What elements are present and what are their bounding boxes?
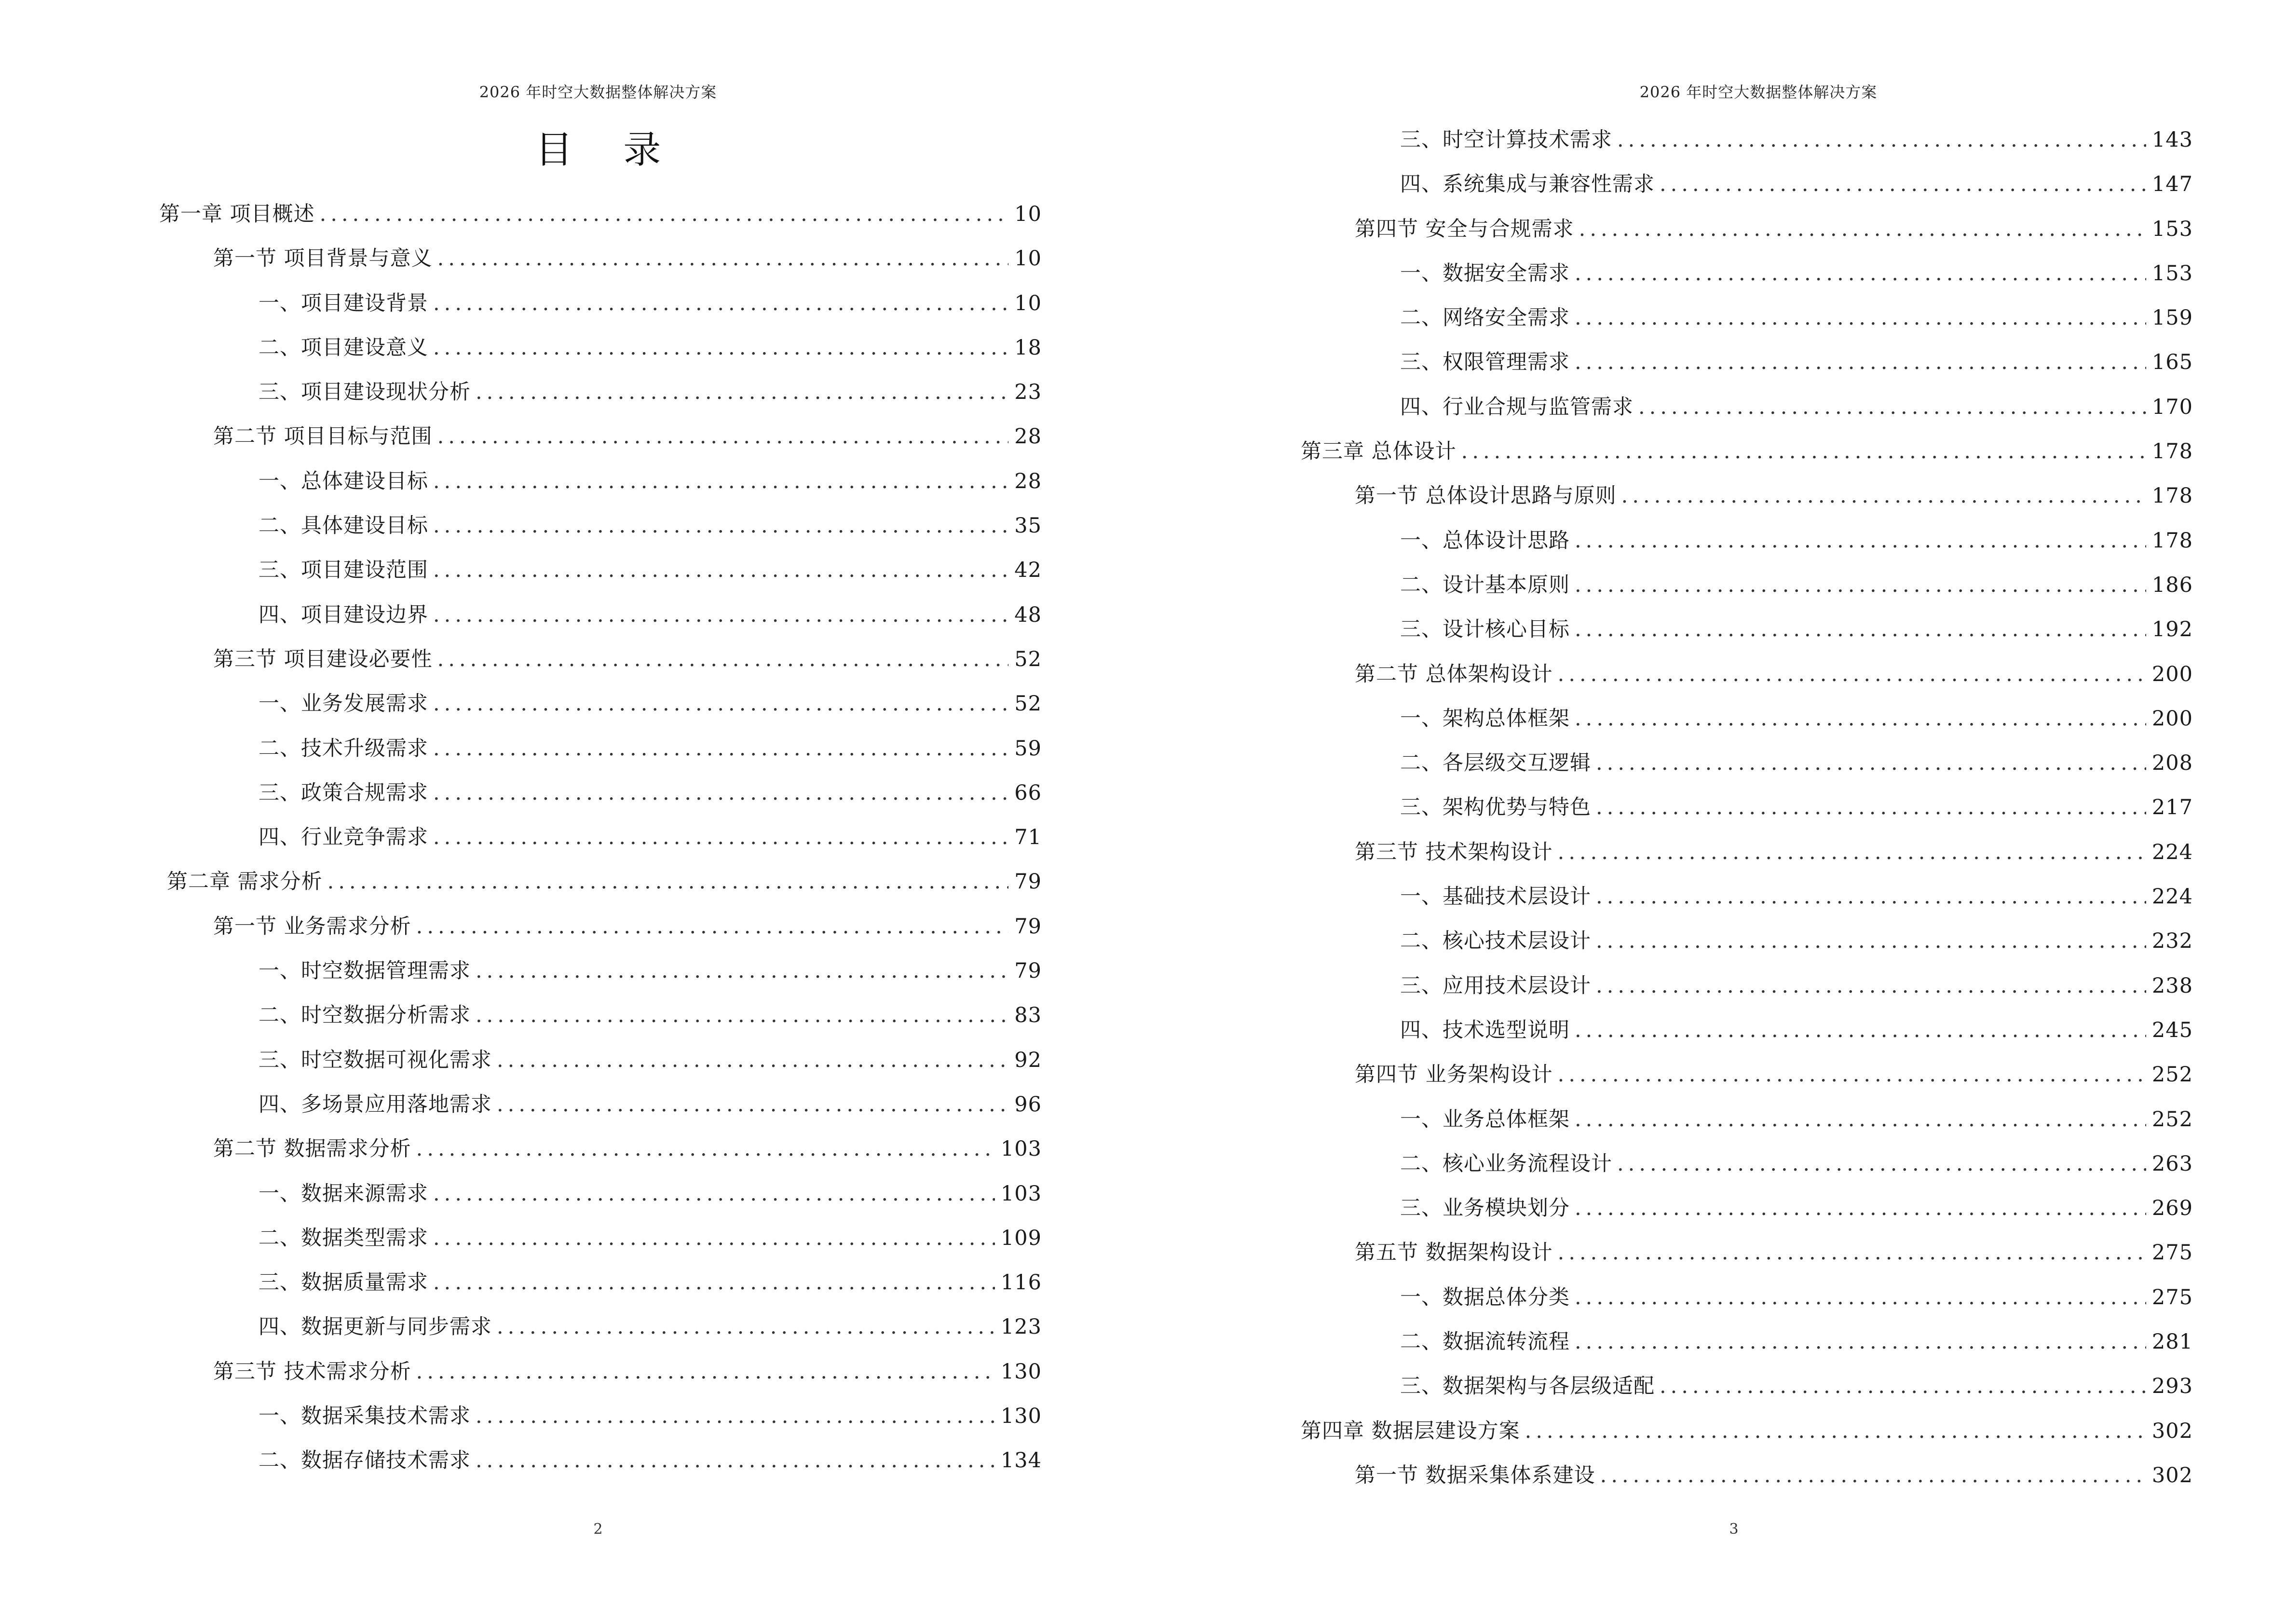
toc-entry-title: 四、数据更新与同步需求 <box>259 1315 492 1339</box>
toc-entry-page-number: 192 <box>2151 617 2193 642</box>
toc-entry-page-number: 83 <box>1014 1003 1042 1028</box>
toc-section-entry[interactable] <box>1301 1052 2193 1097</box>
toc-entry-title: 第三章 总体设计 <box>1301 439 1457 464</box>
toc-subsection-entry[interactable] <box>159 682 1042 726</box>
toc-subsection-entry[interactable] <box>159 726 1042 771</box>
toc-subsection-entry[interactable] <box>159 771 1042 815</box>
toc-entry-title: 三、数据架构与各层级适配 <box>1400 1374 1655 1399</box>
toc-entry-title: 二、设计基本原则 <box>1400 573 1570 597</box>
toc-entry-page-number: 178 <box>2151 528 2193 553</box>
toc-entry-title: 二、数据流转流程 <box>1400 1330 1570 1354</box>
toc-entry-title: 第四章 数据层建设方案 <box>1301 1419 1520 1443</box>
toc-entry-title: 二、数据类型需求 <box>259 1226 428 1250</box>
toc-entry-title: 第三节 技术需求分析 <box>213 1359 411 1384</box>
toc-subsection-entry[interactable] <box>159 1216 1042 1260</box>
toc-subsection-entry[interactable] <box>159 326 1042 370</box>
toc-subsection-entry[interactable] <box>1301 296 2193 340</box>
toc-entry-title: 三、应用技术层设计 <box>1400 973 1591 998</box>
toc-section-entry[interactable] <box>1301 474 2193 518</box>
toc-entry-page-number: 134 <box>1000 1448 1042 1473</box>
toc-entry-title: 三、架构优势与特色 <box>1400 795 1591 820</box>
dot-leader <box>476 370 1008 414</box>
toc-entry-page-number: 116 <box>1000 1270 1042 1295</box>
toc-entry-page-number: 28 <box>1014 469 1042 493</box>
toc-entry-page-number: 96 <box>1014 1092 1042 1117</box>
toc-subsection-entry[interactable] <box>1301 1275 2193 1320</box>
toc-subsection-entry[interactable] <box>159 1172 1042 1216</box>
toc-entry-title: 一、项目建设背景 <box>259 291 428 315</box>
toc-subsection-entry[interactable] <box>159 993 1042 1037</box>
dot-leader <box>416 1127 995 1171</box>
toc-entry-title: 三、数据质量需求 <box>259 1270 428 1295</box>
page-number: 2 <box>593 1521 603 1538</box>
dot-leader <box>433 726 1008 771</box>
dot-leader <box>1617 1142 2146 1186</box>
dot-leader <box>433 504 1008 548</box>
toc-entry-page-number: 245 <box>2151 1018 2193 1042</box>
toc-entry-page-number: 224 <box>2151 840 2193 864</box>
toc-entry-title: 四、项目建设边界 <box>259 602 428 627</box>
dot-leader <box>416 1350 995 1394</box>
dot-leader <box>433 1260 995 1305</box>
dot-leader <box>416 904 1009 949</box>
toc-subsection-entry[interactable] <box>1301 874 2193 919</box>
toc-entry-title: 二、核心技术层设计 <box>1400 929 1591 954</box>
dot-leader <box>433 815 1008 860</box>
toc-entry-page-number: 170 <box>2151 395 2193 419</box>
toc-entry-page-number: 130 <box>1000 1359 1042 1384</box>
toc-subsection-entry[interactable] <box>1301 1008 2193 1052</box>
toc-entry-page-number: 130 <box>1000 1404 1042 1429</box>
dot-leader <box>476 1438 995 1483</box>
toc-subsection-entry[interactable] <box>1301 1097 2193 1142</box>
toc-entry-title: 一、数据总体分类 <box>1400 1285 1570 1310</box>
toc-entry-page-number: 232 <box>2151 929 2193 954</box>
toc-list-left <box>159 192 1042 1483</box>
toc-subsection-entry[interactable] <box>1301 340 2193 384</box>
toc-subsection-entry[interactable] <box>1301 1320 2193 1364</box>
toc-entry-title: 三、项目建设范围 <box>259 558 428 583</box>
toc-entry-page-number: 79 <box>1014 959 1042 983</box>
toc-entry-page-number: 252 <box>2151 1107 2193 1132</box>
toc-entry-title: 四、系统集成与兼容性需求 <box>1400 172 1655 197</box>
toc-section-entry[interactable] <box>1301 652 2193 696</box>
running-header: 2026 年时空大数据整体解决方案 <box>479 83 717 101</box>
toc-subsection-entry[interactable] <box>159 1305 1042 1349</box>
toc-entry-title: 三、业务模块划分 <box>1400 1196 1570 1221</box>
dot-leader <box>1596 785 2146 830</box>
toc-entry-page-number: 28 <box>1014 424 1042 449</box>
toc-entry-page-number: 52 <box>1014 692 1042 716</box>
toc-entry-page-number: 159 <box>2151 306 2193 330</box>
toc-section-entry[interactable] <box>159 1127 1042 1171</box>
toc-entry-title: 第一节 总体设计思路与原则 <box>1355 484 1617 508</box>
toc-entry-title: 三、政策合规需求 <box>259 780 428 805</box>
dot-leader <box>433 326 1008 370</box>
toc-entry-page-number: 23 <box>1014 380 1042 405</box>
toc-entry-title: 四、行业合规与监管需求 <box>1400 395 1634 419</box>
toc-entry-title: 三、设计核心目标 <box>1400 617 1570 642</box>
dot-leader <box>1596 964 2146 1008</box>
toc-entry-title: 二、核心业务流程设计 <box>1400 1151 1612 1176</box>
toc-subsection-entry[interactable] <box>159 1438 1042 1483</box>
toc-subsection-entry[interactable] <box>159 459 1042 504</box>
toc-entry-page-number: 208 <box>2151 751 2193 776</box>
toc-subsection-entry[interactable] <box>159 815 1042 860</box>
dot-leader <box>1575 1097 2146 1142</box>
toc-subsection-entry[interactable] <box>1301 1186 2193 1230</box>
page-number: 3 <box>1729 1521 1739 1538</box>
toc-entry-page-number: 35 <box>1014 514 1042 538</box>
toc-entry-page-number: 10 <box>1014 202 1042 226</box>
toc-entry-title: 二、数据存储技术需求 <box>259 1448 471 1473</box>
toc-section-entry[interactable] <box>159 1350 1042 1394</box>
dot-leader <box>1617 118 2146 162</box>
dot-leader <box>1638 385 2146 429</box>
dot-leader <box>1461 429 2146 474</box>
toc-entry-title: 一、总体设计思路 <box>1400 528 1570 553</box>
toc-entry-title: 三、时空计算技术需求 <box>1400 128 1612 152</box>
toc-entry-title: 二、项目建设意义 <box>259 335 428 360</box>
toc-entry-title: 四、多场景应用落地需求 <box>259 1092 492 1117</box>
dot-leader <box>1596 874 2146 919</box>
dot-leader <box>433 281 1008 326</box>
toc-subsection-entry[interactable] <box>159 593 1042 637</box>
toc-chapter-entry[interactable] <box>159 860 1042 904</box>
toc-subsection-entry[interactable] <box>159 504 1042 548</box>
toc-entry-page-number: 224 <box>2151 885 2193 909</box>
dot-leader <box>1558 830 2146 874</box>
dot-leader <box>1558 1230 2146 1275</box>
toc-entry-title: 第二章 需求分析 <box>167 870 323 894</box>
toc-entry-title: 第二节 总体架构设计 <box>1355 662 1553 686</box>
toc-subsection-entry[interactable] <box>159 1038 1042 1082</box>
toc-entry-page-number: 92 <box>1014 1048 1042 1072</box>
running-header: 2026 年时空大数据整体解决方案 <box>1639 83 1878 101</box>
toc-entry-title: 一、总体建设目标 <box>259 469 428 493</box>
toc-entry-title: 一、数据来源需求 <box>259 1181 428 1206</box>
toc-entry-page-number: 165 <box>2151 350 2193 375</box>
dot-leader <box>1621 474 2146 518</box>
toc-entry-title: 第一章 项目概述 <box>159 202 315 226</box>
toc-entry-title: 一、时空数据管理需求 <box>259 959 471 983</box>
toc-list-right <box>1301 118 2193 1498</box>
toc-subsection-entry[interactable] <box>1301 251 2193 296</box>
toc-entry-page-number: 263 <box>2151 1151 2193 1176</box>
toc-title: 目 录 <box>535 128 681 172</box>
dot-leader <box>437 414 1009 459</box>
toc-subsection-entry[interactable] <box>1301 519 2193 563</box>
toc-subsection-entry[interactable] <box>1301 385 2193 429</box>
toc-subsection-entry[interactable] <box>159 1394 1042 1438</box>
dot-leader <box>1575 1320 2146 1364</box>
toc-chapter-entry[interactable] <box>1301 429 2193 474</box>
toc-subsection-entry[interactable] <box>159 1082 1042 1127</box>
dot-leader <box>1575 251 2146 296</box>
toc-section-entry[interactable] <box>1301 830 2193 874</box>
dot-leader <box>1600 1453 2146 1498</box>
dot-leader <box>1575 696 2146 741</box>
toc-entry-title: 第三节 技术架构设计 <box>1355 840 1553 864</box>
toc-entry-page-number: 59 <box>1014 736 1042 761</box>
toc-entry-page-number: 52 <box>1014 647 1042 671</box>
dot-leader <box>1575 563 2146 607</box>
toc-entry-title: 二、具体建设目标 <box>259 514 428 538</box>
toc-section-entry[interactable] <box>1301 207 2193 251</box>
toc-entry-page-number: 178 <box>2151 439 2193 464</box>
toc-section-entry[interactable] <box>159 236 1042 281</box>
toc-subsection-entry[interactable] <box>1301 1364 2193 1408</box>
toc-entry-title: 一、业务总体框架 <box>1400 1107 1570 1132</box>
toc-subsection-entry[interactable] <box>159 548 1042 592</box>
dot-leader <box>433 1172 995 1216</box>
toc-entry-title: 四、技术选型说明 <box>1400 1018 1570 1042</box>
dot-leader <box>1596 919 2146 963</box>
toc-subsection-entry[interactable] <box>1301 1142 2193 1186</box>
dot-leader <box>1660 1364 2146 1408</box>
toc-entry-page-number: 42 <box>1014 558 1042 583</box>
dot-leader <box>497 1038 1008 1082</box>
dot-leader <box>320 192 1009 236</box>
toc-entry-page-number: 71 <box>1014 825 1042 850</box>
dot-leader <box>1579 207 2146 251</box>
toc-subsection-entry[interactable] <box>1301 118 2193 162</box>
toc-entry-page-number: 153 <box>2151 217 2193 241</box>
dot-leader <box>327 860 1009 904</box>
dot-leader <box>433 771 1008 815</box>
toc-subsection-entry[interactable] <box>159 949 1042 993</box>
toc-section-entry[interactable] <box>159 904 1042 949</box>
dot-leader <box>1575 607 2146 652</box>
toc-chapter-entry[interactable] <box>1301 1409 2193 1453</box>
toc-entry-page-number: 217 <box>2151 795 2193 820</box>
dot-leader <box>1558 1052 2146 1097</box>
dot-leader <box>437 236 1009 281</box>
toc-subsection-entry[interactable] <box>159 281 1042 326</box>
toc-entry-title: 第一节 项目背景与意义 <box>213 246 433 271</box>
toc-entry-title: 第一节 业务需求分析 <box>213 914 411 939</box>
toc-entry-title: 三、时空数据可视化需求 <box>259 1048 492 1072</box>
toc-entry-title: 一、架构总体框架 <box>1400 706 1570 731</box>
toc-entry-title: 二、技术升级需求 <box>259 736 428 761</box>
toc-entry-page-number: 200 <box>2151 662 2193 686</box>
toc-entry-title: 第三节 项目建设必要性 <box>213 647 433 671</box>
toc-subsection-entry[interactable] <box>1301 563 2193 607</box>
dot-leader <box>1575 340 2146 384</box>
toc-entry-page-number: 79 <box>1014 870 1042 894</box>
toc-entry-page-number: 153 <box>2151 261 2193 286</box>
toc-section-entry[interactable] <box>1301 1453 2193 1498</box>
toc-entry-page-number: 238 <box>2151 973 2193 998</box>
toc-entry-page-number: 103 <box>1000 1137 1042 1161</box>
toc-entry-title: 第四节 安全与合规需求 <box>1355 217 1574 241</box>
toc-subsection-entry[interactable] <box>159 1260 1042 1305</box>
toc-entry-title: 第四节 业务架构设计 <box>1355 1063 1553 1087</box>
dot-leader <box>1575 1186 2146 1230</box>
toc-entry-page-number: 281 <box>2151 1330 2193 1354</box>
toc-entry-page-number: 10 <box>1014 291 1042 315</box>
toc-subsection-entry[interactable] <box>1301 964 2193 1008</box>
toc-entry-page-number: 269 <box>2151 1196 2193 1221</box>
dot-leader <box>433 459 1008 504</box>
toc-entry-title: 第二节 数据需求分析 <box>213 1137 411 1161</box>
toc-entry-title: 第一节 数据采集体系建设 <box>1355 1463 1595 1488</box>
dot-leader <box>433 593 1008 637</box>
dot-leader <box>433 548 1008 592</box>
toc-entry-title: 二、时空数据分析需求 <box>259 1003 471 1028</box>
toc-subsection-entry[interactable] <box>1301 741 2193 785</box>
toc-entry-title: 一、数据采集技术需求 <box>259 1404 471 1429</box>
toc-chapter-entry[interactable] <box>159 192 1042 236</box>
dot-leader <box>1575 519 2146 563</box>
toc-subsection-entry[interactable] <box>159 370 1042 414</box>
dot-leader <box>476 1394 995 1438</box>
toc-entry-page-number: 275 <box>2151 1241 2193 1265</box>
toc-entry-page-number: 178 <box>2151 484 2193 508</box>
right-page <box>1144 0 2287 1624</box>
toc-entry-page-number: 103 <box>1000 1181 1042 1206</box>
dot-leader <box>433 682 1008 726</box>
toc-entry-title: 三、项目建设现状分析 <box>259 380 471 405</box>
dot-leader <box>1660 162 2146 206</box>
toc-entry-page-number: 10 <box>1014 246 1042 271</box>
dot-leader <box>1596 741 2146 785</box>
toc-entry-page-number: 302 <box>2151 1419 2193 1443</box>
toc-entry-page-number: 252 <box>2151 1063 2193 1087</box>
toc-section-entry[interactable] <box>1301 1230 2193 1275</box>
dot-leader <box>476 949 1008 993</box>
toc-subsection-entry[interactable] <box>1301 607 2193 652</box>
toc-entry-page-number: 302 <box>2151 1463 2193 1488</box>
toc-subsection-entry[interactable] <box>1301 785 2193 830</box>
toc-entry-page-number: 200 <box>2151 706 2193 731</box>
toc-entry-title: 四、行业竞争需求 <box>259 825 428 850</box>
toc-entry-title: 第五节 数据架构设计 <box>1355 1241 1553 1265</box>
dot-leader <box>497 1082 1008 1127</box>
toc-section-entry[interactable] <box>159 414 1042 459</box>
dot-leader <box>433 1216 995 1260</box>
toc-entry-page-number: 147 <box>2151 172 2193 197</box>
toc-section-entry[interactable] <box>159 637 1042 682</box>
dot-leader <box>476 993 1008 1037</box>
toc-entry-page-number: 48 <box>1014 602 1042 627</box>
toc-entry-page-number: 123 <box>1000 1315 1042 1339</box>
toc-subsection-entry[interactable] <box>1301 919 2193 963</box>
toc-entry-page-number: 18 <box>1014 335 1042 360</box>
toc-entry-title: 三、权限管理需求 <box>1400 350 1570 375</box>
toc-entry-page-number: 79 <box>1014 914 1042 939</box>
toc-entry-page-number: 293 <box>2151 1374 2193 1399</box>
toc-entry-title: 第二节 项目目标与范围 <box>213 424 433 449</box>
dot-leader <box>1575 1275 2146 1320</box>
dot-leader <box>1525 1409 2146 1453</box>
dot-leader <box>497 1305 995 1349</box>
toc-entry-page-number: 186 <box>2151 573 2193 597</box>
dot-leader <box>437 637 1009 682</box>
toc-subsection-entry[interactable] <box>1301 162 2193 206</box>
toc-entry-title: 二、网络安全需求 <box>1400 306 1570 330</box>
toc-entry-title: 一、基础技术层设计 <box>1400 885 1591 909</box>
toc-entry-page-number: 66 <box>1014 780 1042 805</box>
dot-leader <box>1575 1008 2146 1052</box>
toc-entry-title: 一、数据安全需求 <box>1400 261 1570 286</box>
toc-entry-page-number: 109 <box>1000 1226 1042 1250</box>
dot-leader <box>1558 652 2146 696</box>
toc-entry-title: 二、各层级交互逻辑 <box>1400 751 1591 776</box>
toc-entry-page-number: 275 <box>2151 1285 2193 1310</box>
toc-subsection-entry[interactable] <box>1301 696 2193 741</box>
toc-entry-page-number: 143 <box>2151 128 2193 152</box>
toc-entry-title: 一、业务发展需求 <box>259 692 428 716</box>
dot-leader <box>1575 296 2146 340</box>
